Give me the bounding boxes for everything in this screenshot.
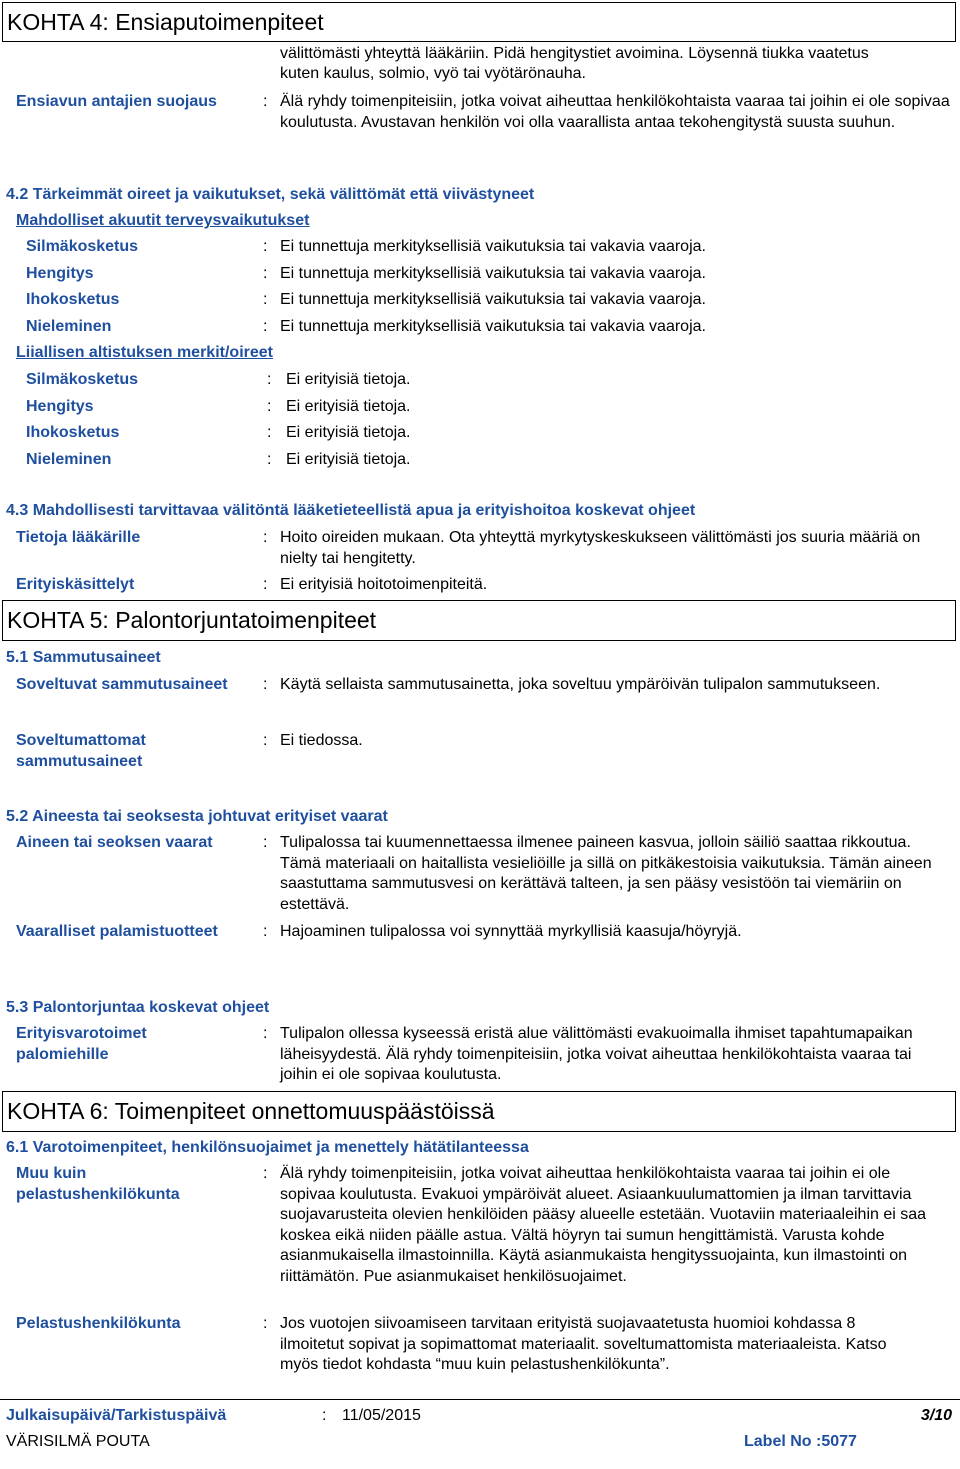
colon: :: [263, 732, 268, 749]
colon: :: [267, 424, 272, 441]
acute-eye-label: Silmäkosketus: [26, 238, 139, 255]
over-skin-label: Ihokosketus: [26, 424, 120, 441]
doctor-text: Hoito oireiden mukaan. Ota yhteyttä myrkytyskeskukseen välittömästi jos suuria määriä on nielty tai hengitetty.: [280, 529, 921, 567]
combustion-text: Hajoaminen tulipalossa voi synnyttää myrkyllisiä kaasuja/höyryjä.: [280, 923, 742, 940]
footer-date: 11/05/2015: [342, 1407, 421, 1424]
firstaid-continued-line2: kuten kaulus, solmio, vyö tai vyötärönauha.: [280, 65, 586, 82]
section-4-header: KOHTA 4: Ensiaputoimenpiteet: [2, 2, 956, 42]
nonemergency-label: Muu kuin pelastushenkilökunta: [16, 1165, 180, 1203]
protection-text: Älä ryhdy toimenpiteisiin, jotka voivat aiheuttaa henkilökohtaista vaaraa tai joihin ei ole sopivaa koulutusta. Avustavan henkilön voi olla vaarallista antaa tekohengitystä suusta suuhun.: [280, 93, 950, 131]
footer-label-number: Label No :5077: [744, 1433, 857, 1450]
colon: :: [263, 834, 268, 851]
unsuitable-media-text: Ei tiedossa.: [280, 732, 363, 749]
hazard-text: Tulipalossa tai kuumennettaessa ilmenee paineen kasvua, jolloin säiliö saattaa rikkoutua. Tämä materiaali on haitallista vesieliöille ja sillä on pitkäkestoisia vaikutuksia. Tämän aineen saastuttama sammutusvesi on kerättävä talteen, ja sen pääsy vesistöön tai viemäriin on estettävä.: [280, 834, 932, 913]
over-eye-label: Silmäkosketus: [26, 371, 139, 388]
emergency-text: Jos vuotojen siivoamiseen tarvitaan erityistä suojavaatetusta huomioi kohdassa 8 ilmoitetut sopivat ja sopimattomat materiaalit. soveltumattomista materiaaleista. Katso myös tiedot kohdasta “muu kuin pelastushenkilökunta”.: [280, 1315, 887, 1373]
subsection-5-3-title: 5.3 Palontorjuntaa koskevat ohjeet: [6, 999, 270, 1016]
suitable-media-text: Käytä sellaista sammutusainetta, joka soveltuu ympäröivän tulipalon sammutukseen.: [280, 676, 881, 693]
special-treatment-text: Ei erityisiä hoitotoimenpiteitä.: [280, 576, 488, 593]
colon: :: [263, 529, 268, 546]
footer-page-number: 3/10: [920, 1407, 952, 1424]
acute-skin-value: Ei tunnettuja merkityksellisiä vaikutuksia tai vakavia vaaroja.: [280, 291, 706, 308]
acute-inhalation-label: Hengitys: [26, 265, 94, 282]
doctor-label: Tietoja lääkärille: [16, 529, 141, 546]
acute-ingestion-value: Ei tunnettuja merkityksellisiä vaikutuksia tai vakavia vaaroja.: [280, 318, 706, 335]
footer-product-name: VÄRISILMÄ POUTA: [6, 1433, 150, 1450]
firefighter-label: Erityisvarotoimet palomiehille: [16, 1025, 147, 1063]
nonemergency-text: Älä ryhdy toimenpiteisiin, jotka voivat aiheuttaa henkilökohtaista vaaraa tai joihin ei ole sopivaa koulutusta. Evakuoi ympäröivät alueet. Asiaankuulumattomien ja ilman tarvittavia suojavarusteita olevien henkilöiden pääsy alueelle estetään. Vuotaviin materiaaleihin ei saa koskea eikä niiden päälle astua. Vältä höyryn tai sumun hengittämistä. Varusta kohde asianmukaisella ilmastoinnilla. Käytä asianmukaista hengityssuojainta, kun ilmastointi on riittämätön. Pue asianmukaiset henkilösuojaimet.: [280, 1165, 927, 1285]
subsection-4-3-title: 4.3 Mahdollisesti tarvittavaa välitöntä lääketieteellistä apua ja erityishoitoa koskevat ohjeet: [6, 502, 696, 519]
colon: :: [263, 1165, 268, 1182]
colon: :: [263, 265, 268, 282]
footer-colon: :: [322, 1407, 327, 1424]
hazard-label: Aineen tai seoksen vaarat: [16, 834, 213, 851]
colon: :: [267, 451, 272, 468]
acute-effects-title: Mahdolliset akuutit terveysvaikutukset: [16, 212, 310, 229]
colon: :: [263, 291, 268, 308]
emergency-label: Pelastushenkilökunta: [16, 1315, 181, 1332]
footer-divider: [0, 1399, 960, 1400]
colon: :: [263, 1025, 268, 1042]
firefighter-text: Tulipalon ollessa kyseessä eristä alue välittömästi evakuoimalla ihmiset tapahtumapaikan läheisyydestä. Älä ryhdy toimenpiteisiin, jotka voivat aiheuttaa henkilökohtaista vaaraa tai joihin ei ole sopivaa koulutusta.: [280, 1025, 913, 1083]
colon: :: [263, 238, 268, 255]
protection-label: Ensiavun antajien suojaus: [16, 93, 217, 110]
acute-skin-label: Ihokosketus: [26, 291, 120, 308]
acute-inhalation-value: Ei tunnettuja merkityksellisiä vaikutuksia tai vakavia vaaroja.: [280, 265, 706, 282]
colon: :: [263, 1315, 268, 1332]
colon: :: [263, 923, 268, 940]
special-treatment-label: Erityiskäsittelyt: [16, 576, 135, 593]
colon: :: [263, 676, 268, 693]
over-ingestion-value: Ei erityisiä tietoja.: [286, 451, 411, 468]
colon: :: [263, 318, 268, 335]
unsuitable-media-label: Soveltumattomat sammutusaineet: [16, 732, 146, 770]
subsection-5-2-title: 5.2 Aineesta tai seoksesta johtuvat erityiset vaarat: [6, 808, 388, 825]
acute-eye-value: Ei tunnettuja merkityksellisiä vaikutuksia tai vakavia vaaroja.: [280, 238, 706, 255]
colon: :: [267, 371, 272, 388]
subsection-5-1-title: 5.1 Sammutusaineet: [6, 649, 161, 666]
over-inhalation-label: Hengitys: [26, 398, 94, 415]
overexposure-title: Liiallisen altistuksen merkit/oireet: [16, 344, 273, 361]
subsection-6-1-title: 6.1 Varotoimenpiteet, henkilönsuojaimet ja menettely hätätilanteessa: [6, 1139, 529, 1156]
over-inhalation-value: Ei erityisiä tietoja.: [286, 398, 411, 415]
colon: :: [263, 576, 268, 593]
footer-date-label: Julkaisupäivä/Tarkistuspäivä: [6, 1407, 227, 1424]
over-skin-value: Ei erityisiä tietoja.: [286, 424, 411, 441]
acute-ingestion-label: Nieleminen: [26, 318, 112, 335]
combustion-label: Vaaralliset palamistuotteet: [16, 923, 218, 940]
suitable-media-label: Soveltuvat sammutusaineet: [16, 676, 228, 693]
over-eye-value: Ei erityisiä tietoja.: [286, 371, 411, 388]
over-ingestion-label: Nieleminen: [26, 451, 112, 468]
firstaid-continued-line1: välittömästi yhteyttä lääkäriin. Pidä hengitystiet avoimina. Löysennä tiukka vaatetus: [280, 45, 869, 62]
colon: :: [267, 398, 272, 415]
section-6-header: KOHTA 6: Toimenpiteet onnettomuuspäästöissä: [2, 1091, 956, 1132]
section-5-header: KOHTA 5: Palontorjuntatoimenpiteet: [2, 600, 956, 641]
colon: :: [263, 93, 268, 110]
subsection-4-2-title: 4.2 Tärkeimmät oireet ja vaikutukset, sekä välittömät että viivästyneet: [6, 186, 535, 203]
